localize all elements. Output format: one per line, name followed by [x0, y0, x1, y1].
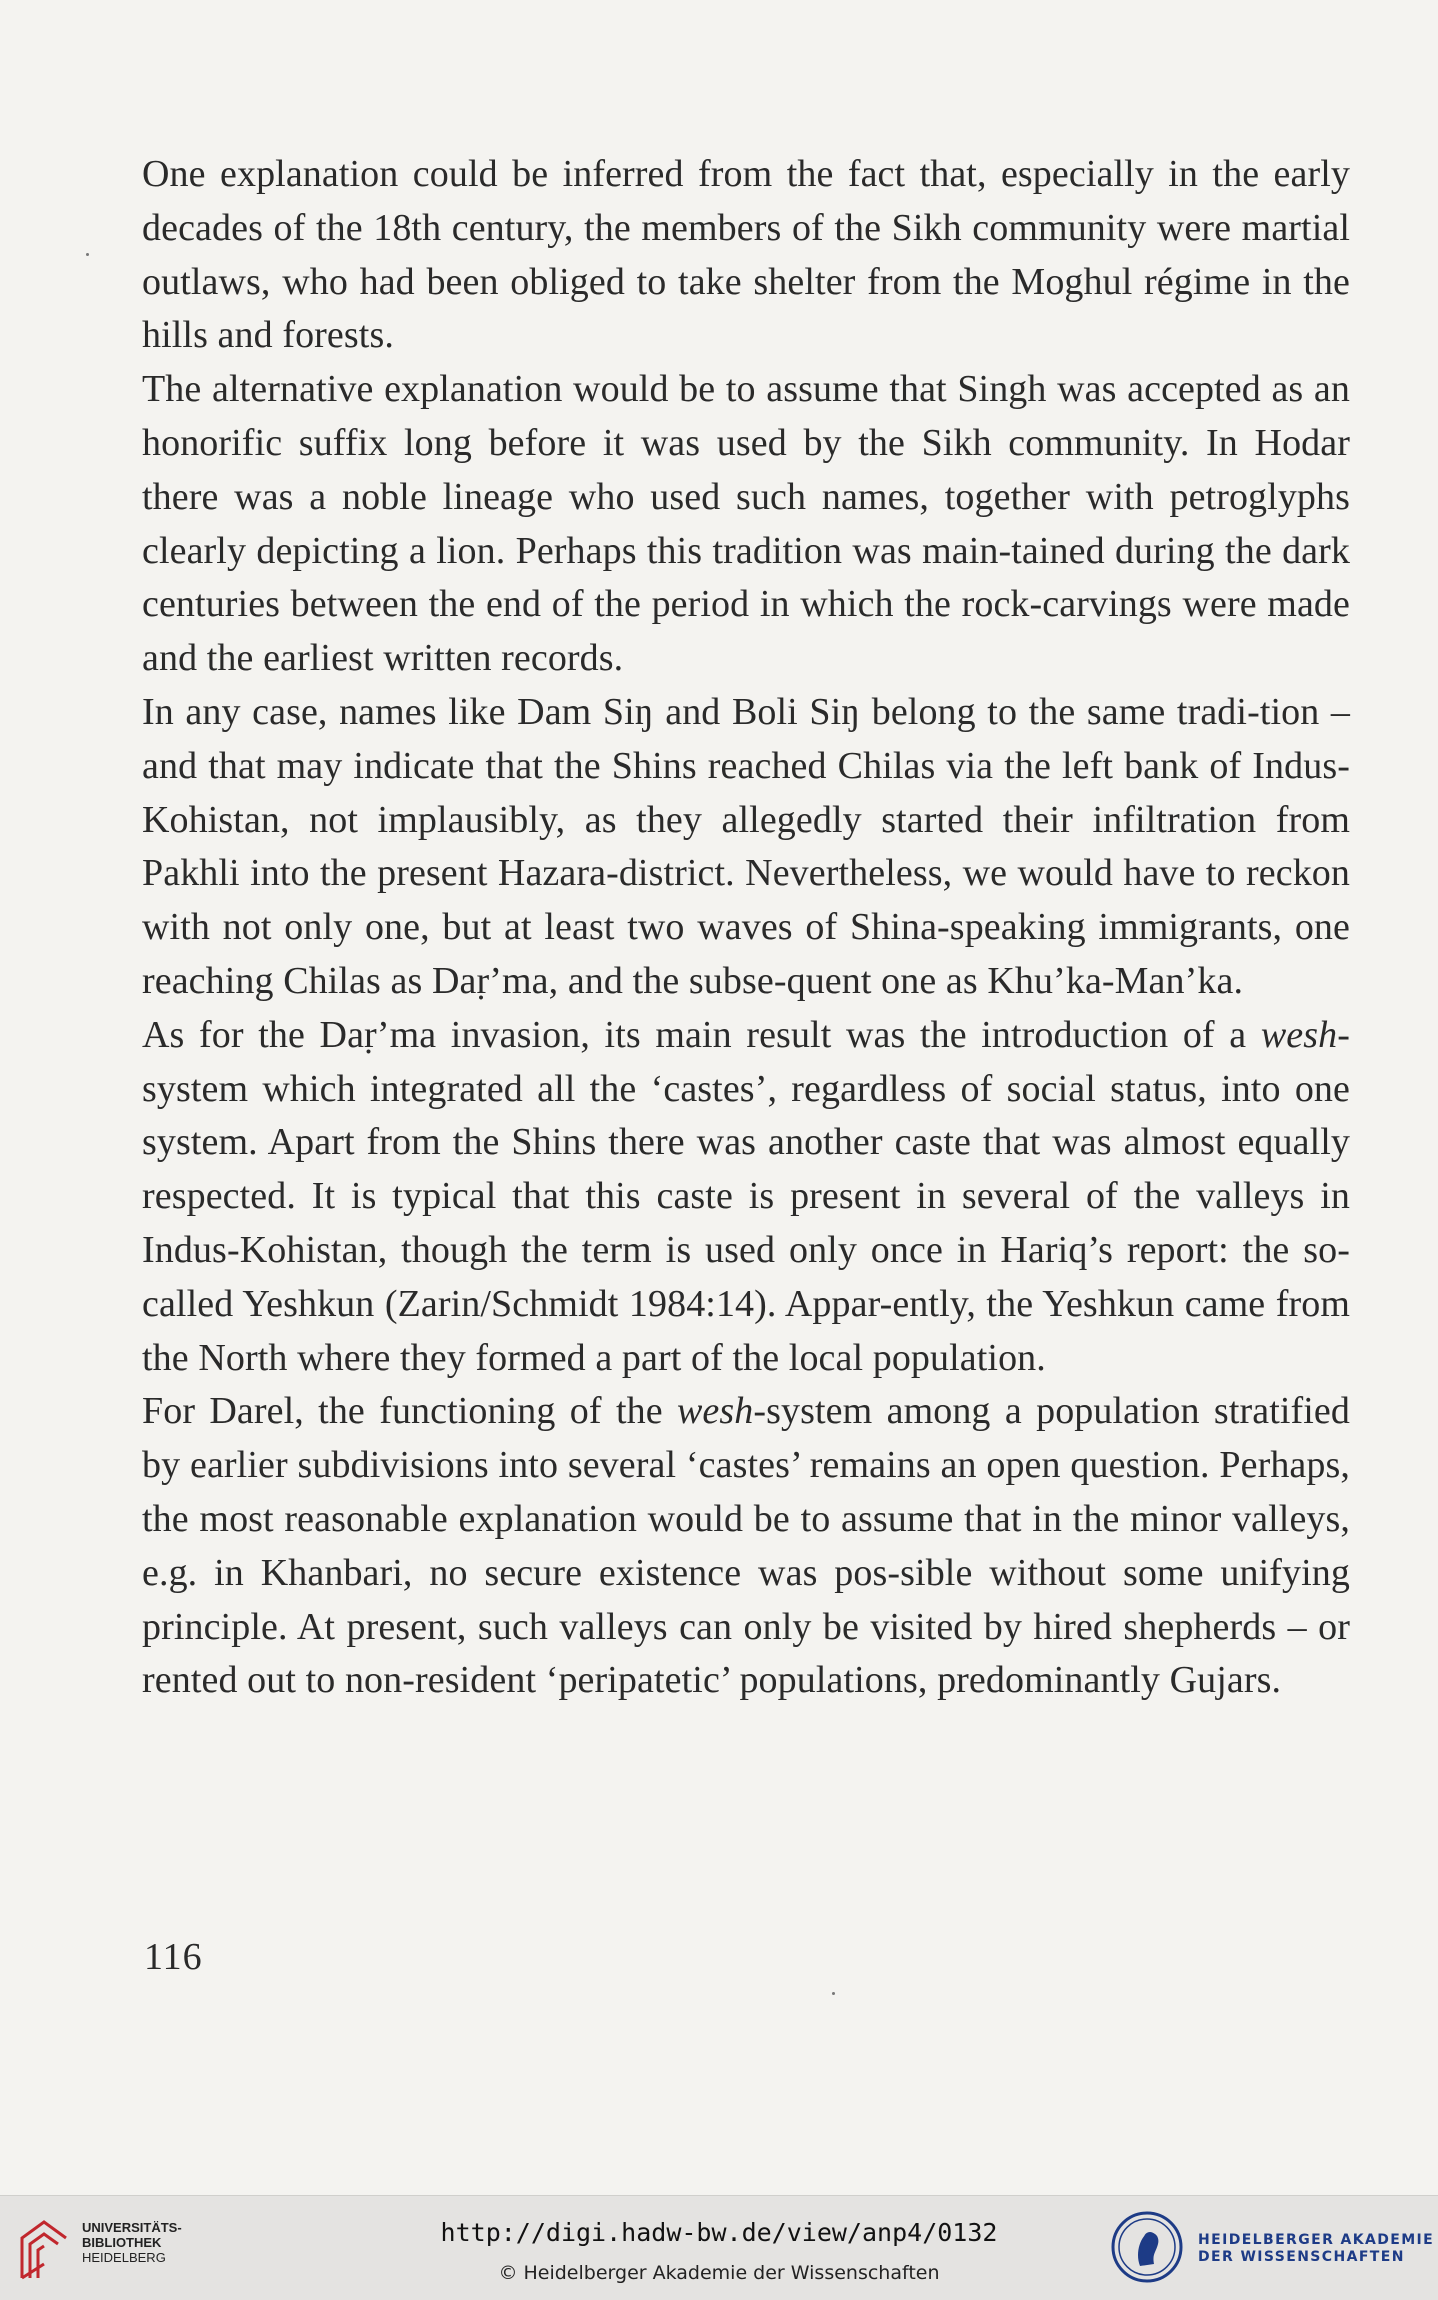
haw-seal-icon[interactable]	[1110, 2208, 1184, 2286]
text-run: As for the Daṛ’ma invasion, its main result was the introduction of a	[142, 1013, 1261, 1056]
paragraph	[142, 686, 1350, 1009]
text-run: For Darel, the functioning of the	[142, 1390, 677, 1433]
paragraph	[142, 148, 1350, 363]
ub-line-1: UNIVERSITÄTS-	[82, 2220, 182, 2235]
text-run: In any case, names like Dam Siŋ and Boli Siŋ belong to the same tradi-tion – and that may indicate that the Shins reached Chilas via the left bank of Indus-Kohistan, not implausibly, as they allegedly started their infiltration from Pakhli into the present Hazara-district. Nevertheless, we would have to reckon with not only one, but at least two waves of Shina-speaking immigrants, one reaching Chilas as Daṛ’ma, and the subse-quent one as Khu’ka-Man’ka.	[142, 690, 1350, 1002]
italic-term: wesh	[1260, 1013, 1338, 1056]
permalink-url[interactable]: http://digi.hadw-bw.de/view/anp4/0132	[440, 2218, 998, 2247]
italic-term: wesh	[676, 1390, 754, 1433]
text-run: -system among a population stratified by earlier subdivisions into several ‘castes’ remains an open question. Perhaps, the most reasonable explanation would be to assume that in the minor valleys, e.g. in Khanbari, no secure existence was pos-sible without some unifying principle. At present, such valleys can only be visited by hired shepherds – or rented out to non-resident ‘peripatetic’ populations, predominantly Gujars.	[142, 1390, 1350, 1702]
haw-wordmark[interactable]	[1198, 2232, 1434, 2266]
text-run: One explanation could be inferred from the fact that, especially in the early decades of the 18th century, the members of the Sikh community were martial outlaws, who had been obliged to take shelter from the Moghul régime in the hills and forests.	[142, 153, 1350, 357]
text-run: -system which integrated all the ‘castes’, regardless of social status, into one system. Apart from the Shins there was another caste that was almost equally respected. It is typical that this caste is present in several of the valleys in Indus-Kohistan, though the term is used only once in Hariq’s report: the so-called Yeshkun (Zarin/Schmidt 1984:14). Appar-ently, the Yeshkun came from the North where they formed a part of the local population.	[142, 1013, 1350, 1379]
text-run: The alternative explanation would be to assume that Singh was accepted as an honorific suffix long before it was used by the Sikh community. In Hodar there was a noble lineage who used such names, together with petroglyphs clearly depicting a lion. Perhaps this tradition was main-tained during the dark centuries between the end of the period in which the rock-carvings were made and the earliest written records.	[142, 368, 1350, 680]
body-text	[142, 148, 1350, 1708]
paragraph	[142, 363, 1350, 686]
footer-bar	[0, 2195, 1438, 2300]
paragraph	[142, 1385, 1350, 1708]
haw-line-1: HEIDELBERGER AKADEMIE	[1198, 2232, 1435, 2248]
copyright-notice: © Heidelberger Akademie der Wissenschaften	[498, 2262, 940, 2284]
page-number: 116	[144, 1936, 203, 1978]
haw-line-2: DER WISSENSCHAFTEN	[1198, 2249, 1405, 2265]
scan-speck	[832, 1992, 835, 1995]
ub-line-3: HEIDELBERG	[82, 2250, 166, 2265]
ub-line-2: BIBLIOTHEK	[82, 2235, 162, 2250]
paragraph	[142, 1009, 1350, 1386]
scan-speck	[86, 253, 89, 256]
